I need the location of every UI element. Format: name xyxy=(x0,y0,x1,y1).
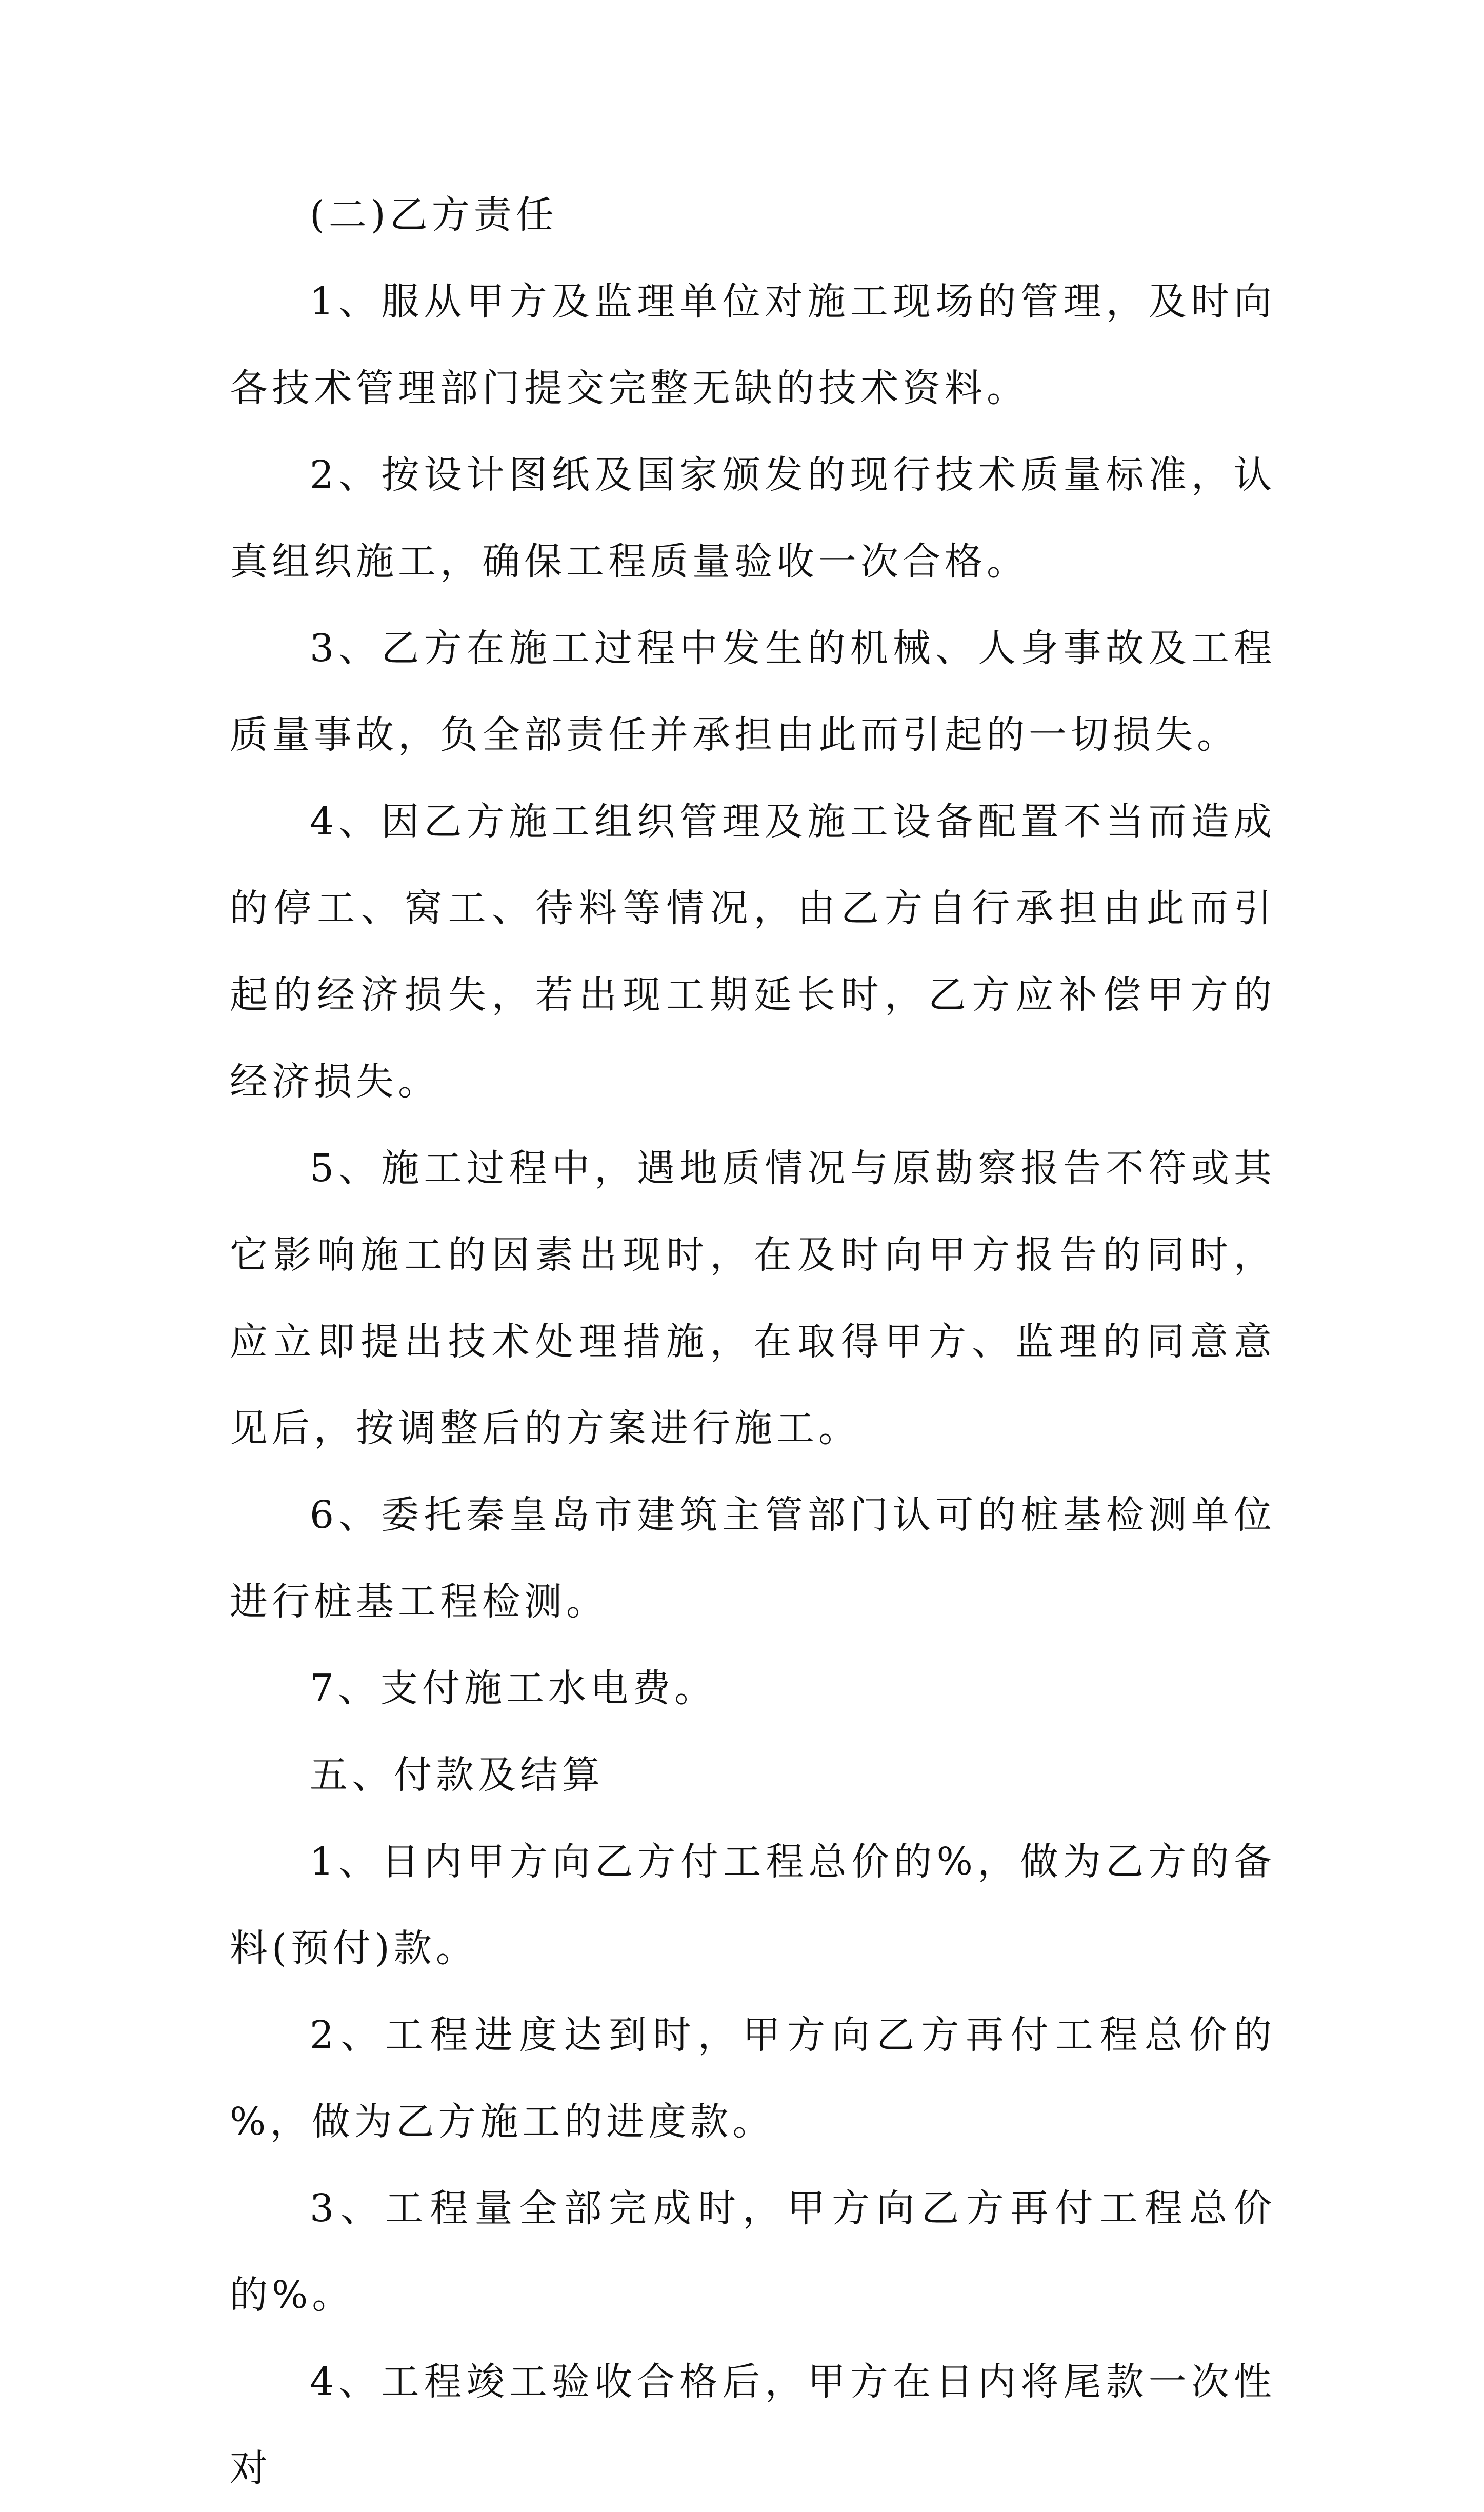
payment-item-3: 3、工程量全部完成时，甲方向乙方再付工程总价的%。 xyxy=(230,2186,1276,2317)
section-heading-payment-settlement: 五、付款及结算 xyxy=(310,1753,604,1797)
payment-item-4: 4、工程竣工验收合格后，甲方在日内将尾款一次性对 xyxy=(230,2360,1276,2490)
paragraph-item-7: 7、支付施工水电费。 xyxy=(310,1666,717,1710)
payment-item-1: 1、日内甲方向乙方付工程总价的%，做为乙方的备料(预付)款。 xyxy=(230,1840,1276,1970)
section-heading-party-b-responsibility: (二)乙方责任 xyxy=(310,193,558,237)
payment-item-2: 2、工程进度达到时，甲方向乙方再付工程总价的 %，做为乙方施工的进度款。 xyxy=(230,2013,1276,2144)
paragraph-item-1: 1、服从甲方及监理单位对施工现场的管理，及时向各技术管理部门提交完整无缺的技术资料。 xyxy=(230,280,1276,410)
paragraph-item-3: 3、乙方在施工过程中发生的机械、人身事故及工程质量事故，负全部责任并承担由此而引起的一切损失。 xyxy=(230,626,1276,757)
paragraph-item-4: 4、因乙方施工组织管理及施工设备配置不当而造成的停工、窝工、待料等情况，由乙方自行承担由此而引起的经济损失，若出现工期延长时，乙方应补偿甲方的经济损失。 xyxy=(230,800,1276,1104)
paragraph-item-6: 6、委托秦皇岛市建筑主管部门认可的桩基检测单位进行桩基工程检测。 xyxy=(230,1493,1276,1624)
document-body xyxy=(230,172,1276,2512)
paragraph-item-5: 5、施工过程中，遇地质情况与原勘察报告不符或其它影响施工的因素出现时，在及时向甲方报告的同时，应立即提出技术处理措施，在取得甲方、监理的同意意见后，按调整后的方案进行施工。 xyxy=(230,1146,1276,1450)
paragraph-item-2: 2、按设计图纸及国家颁发的现行技术质量标准，认真组织施工，确保工程质量验收一次合格。 xyxy=(230,453,1276,584)
